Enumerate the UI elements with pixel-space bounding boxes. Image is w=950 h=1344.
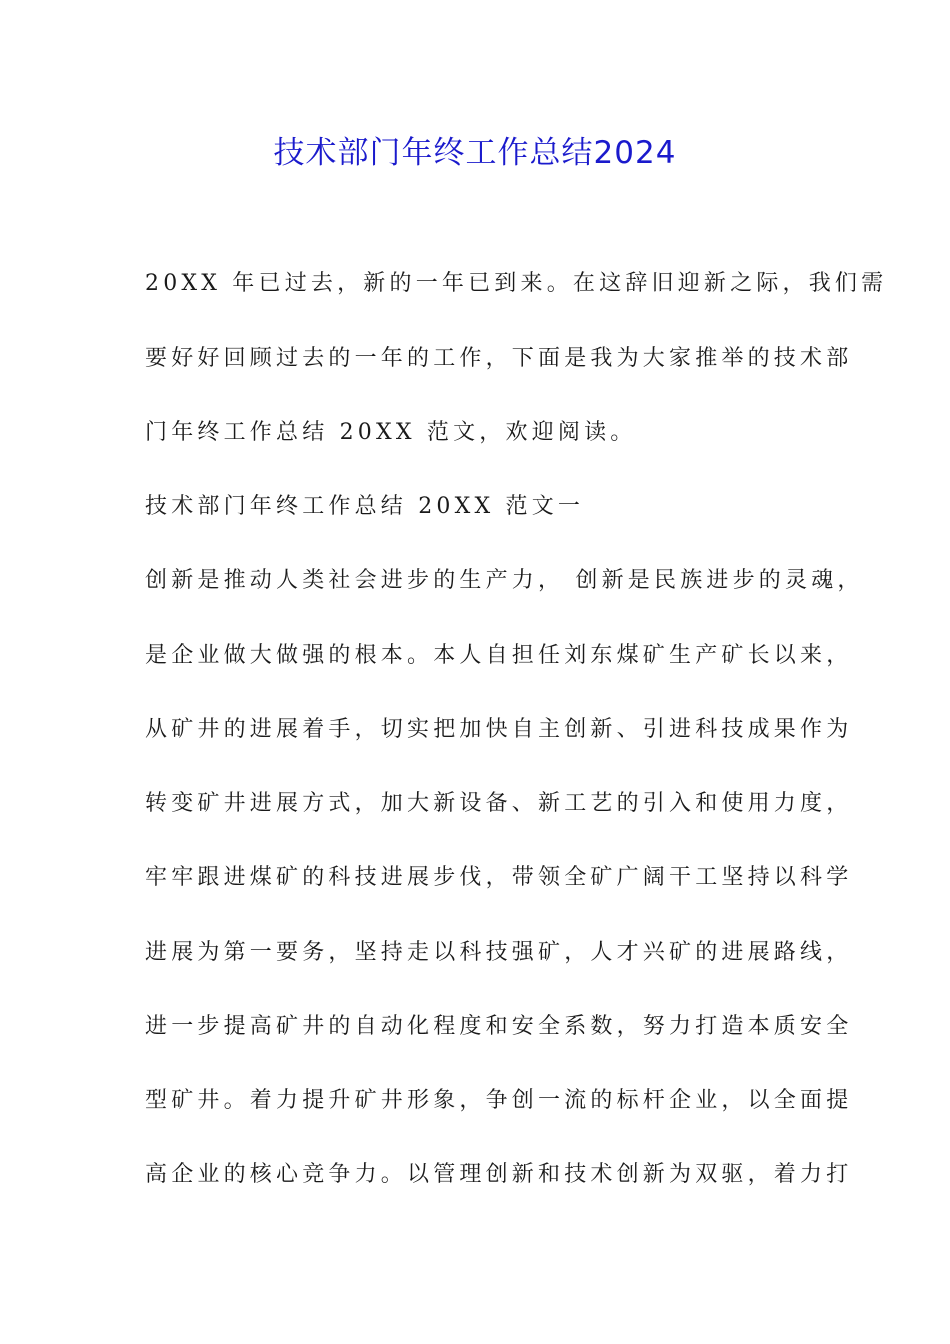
- body-line: 型矿井。着力提升矿井形象，争创一流的标杆企业，以全面提: [145, 1088, 853, 1113]
- body-line: 是企业做大做强的根本。本人自担任刘东煤矿生产矿长以来，: [145, 643, 853, 668]
- body-line: 要好好回顾过去的一年的工作，下面是我为大家推举的技术部: [145, 346, 853, 371]
- body-line: 进一步提高矿井的自动化程度和安全系数，努力打造本质安全: [145, 1014, 853, 1039]
- section-heading: 技术部门年终工作总结 20XX 范文一: [145, 494, 585, 519]
- body-line: 20XX 年已过去，新的一年已到来。在这辞旧迎新之际，我们需: [145, 271, 888, 296]
- document-title: 技术部门年终工作总结2024: [273, 135, 677, 171]
- body-line: 进展为第一要务，坚持走以科技强矿，人才兴矿的进展路线，: [145, 940, 853, 965]
- body-line: 从矿井的进展着手，切实把加快自主创新、引进科技成果作为: [145, 717, 853, 742]
- body-line: 牢牢跟进煤矿的科技进展步伐，带领全矿广阔干工坚持以科学: [145, 865, 853, 890]
- body-line: 门年终工作总结 20XX 范文，欢迎阅读。: [145, 420, 637, 445]
- body-line: 转变矿井进展方式，加大新设备、新工艺的引入和使用力度，: [145, 791, 853, 816]
- body-line: 高企业的核心竞争力。以管理创新和技术创新为双驱，着力打: [145, 1162, 853, 1187]
- body-line: 创新是推动人类社会进步的生产力， 创新是民族进步的灵魂，: [145, 568, 864, 593]
